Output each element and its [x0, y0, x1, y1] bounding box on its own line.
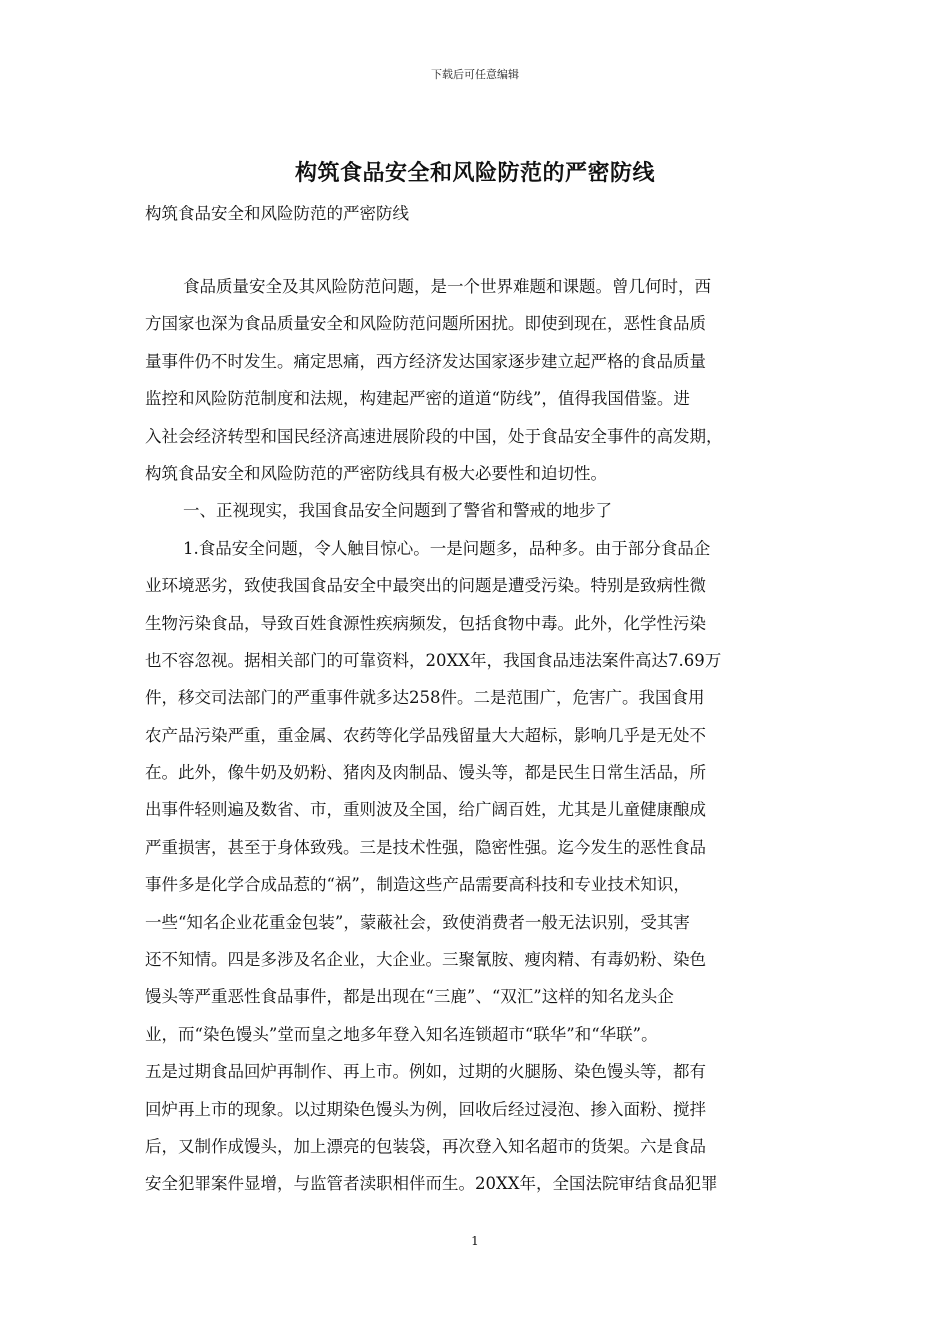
paragraph-line: 构筑食品安全和风险防范的严密防线具有极大必要性和迫切性。	[145, 463, 607, 483]
paragraph-line: 出事件轻则遍及数省、市，重则波及全国，给广阔百姓，尤其是儿童健康酿成	[145, 800, 706, 820]
paragraph-line: 馒头等严重恶性食品事件，都是出现在“三鹿”、“双汇”这样的知名龙头企	[145, 987, 674, 1007]
paragraph-line: 严重损害，甚至于身体致残。三是技术性强，隐密性强。迄今发生的恶性食品	[145, 837, 706, 857]
paragraph-line: 量事件仍不时发生。痛定思痛，西方经济发达国家逐步建立起严格的食品质量	[145, 351, 706, 371]
paragraph-line: 事件多是化学合成品惹的“祸”，制造这些产品需要高科技和专业技术知识，	[145, 875, 690, 895]
paragraph-line: 生物污染食品，导致百姓食源性疾病频发，包括食物中毒。此外，化学性污染	[145, 613, 706, 633]
paragraph-line: 业环境恶劣，致使我国食品安全中最突出的问题是遭受污染。特别是致病性微	[145, 576, 706, 596]
document-title: 构筑食品安全和风险防范的严密防线	[294, 161, 655, 186]
paragraph-line: 后，又制作成馒头，加上漂亮的包装袋，再次登入知名超市的货架。六是食品	[145, 1136, 706, 1156]
document-subtitle: 构筑食品安全和风险防范的严密防线	[145, 204, 409, 223]
paragraph-line: 回炉再上市的现象。以过期染色馒头为例，回收后经过浸泡、掺入面粉、搅拌	[145, 1099, 706, 1119]
paragraph-line: 安全犯罪案件显增，与监管者渎职相伴而生。20XX年，全国法院审结食品犯罪	[145, 1174, 718, 1194]
paragraph-line: 还不知情。四是多涉及名企业，大企业。三聚氰胺、瘦肉精、有毒奶粉、染色	[145, 950, 706, 970]
paragraph-line: 农产品污染严重，重金属、农药等化学品残留量大大超标，影响几乎是无处不	[145, 725, 706, 745]
paragraph-line: 1.食品安全问题，令人触目惊心。一是问题多，品种多。由于部分食品企	[183, 538, 711, 558]
paragraph-line: 方国家也深为食品质量安全和风险防范问题所困扰。即使到现在，恶性食品质	[145, 314, 706, 334]
page-number: 1	[471, 1234, 479, 1248]
section-heading: 一、正视现实，我国食品安全问题到了警省和警戒的地步了	[183, 501, 612, 521]
paragraph-line: 也不容忽视。据相关部门的可靠资料，20XX年，我国食品违法案件高达7.69万	[145, 650, 722, 670]
paragraph-line: 件，移交司法部门的严重事件就多达258件。二是范围广，危害广。我国食用	[145, 688, 705, 708]
paragraph-line: 食品质量安全及其风险防范问题，是一个世界难题和课题。曾几何时，西	[183, 277, 711, 296]
page-header: 下载后可任意编辑	[431, 68, 519, 81]
document-body	[145, 272, 807, 1207]
paragraph-line: 五是过期食品回炉再制作、再上市。例如，过期的火腿肠、染色馒头等，都有	[145, 1062, 706, 1082]
paragraph-line: 入社会经济转型和国民经济高速进展阶段的中国，处于食品安全事件的高发期，	[145, 426, 723, 446]
paragraph-line: 在。此外，像牛奶及奶粉、猪肉及肉制品、馒头等，都是民生日常生活品，所	[145, 763, 706, 783]
paragraph-line: 业，而“染色馒头”堂而皇之地多年登入知名连锁超市“联华”和“华联”。	[145, 1024, 658, 1044]
paragraph-line: 监控和风险防范制度和法规，构建起严密的道道“防线”，值得我国借鉴。进	[145, 389, 690, 409]
paragraph-line: 一些“知名企业花重金包装”，蒙蔽社会，致使消费者一般无法识别，受其害	[145, 912, 690, 932]
